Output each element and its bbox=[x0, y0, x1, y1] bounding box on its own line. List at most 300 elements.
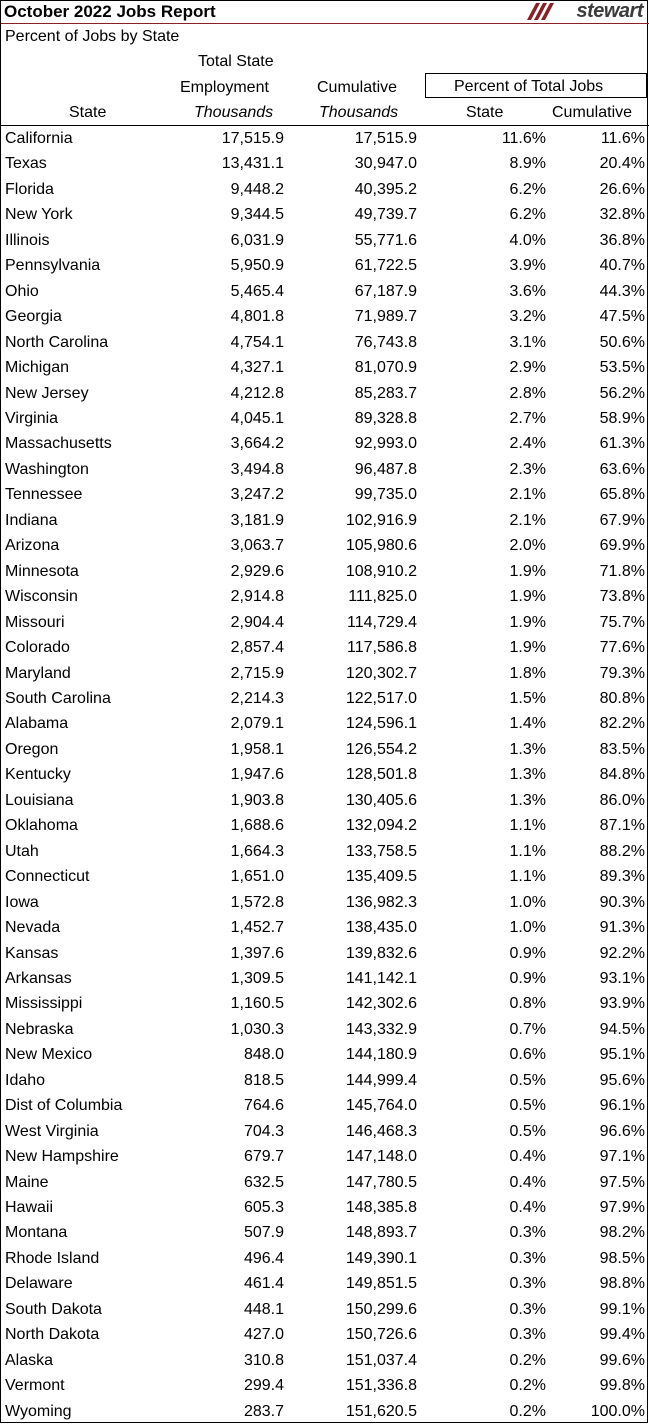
cumulative-value: 150,299.6 bbox=[345, 1300, 417, 1318]
table-row bbox=[1, 533, 649, 558]
state-name: Wisconsin bbox=[5, 588, 78, 606]
state-name: Louisiana bbox=[5, 791, 74, 809]
state-name: Illinois bbox=[5, 231, 50, 249]
percent-state-value: 2.3% bbox=[509, 460, 546, 478]
cumulative-value: 147,148.0 bbox=[345, 1148, 417, 1166]
employment-value: 764.6 bbox=[243, 1097, 284, 1115]
percent-state-value: 2.9% bbox=[509, 359, 546, 377]
percent-state-value: 0.2% bbox=[509, 1377, 546, 1395]
cumulative-value: 149,390.1 bbox=[345, 1249, 417, 1267]
table-row bbox=[1, 508, 649, 533]
employment-value: 2,857.4 bbox=[230, 639, 284, 657]
table-row bbox=[1, 711, 649, 736]
percent-state-value: 1.9% bbox=[509, 613, 546, 631]
report-subtitle: Percent of Jobs by State bbox=[5, 28, 180, 45]
percent-state-value: 1.5% bbox=[509, 689, 546, 707]
state-name: Pennsylvania bbox=[5, 257, 101, 275]
percent-state-value: 1.1% bbox=[509, 868, 546, 886]
cumulative-value: 71,989.7 bbox=[354, 308, 417, 326]
state-name: Massachusetts bbox=[5, 435, 112, 453]
state-name: Maryland bbox=[5, 664, 71, 682]
percent-cumulative-value: 26.6% bbox=[599, 180, 645, 198]
employment-value: 1,572.8 bbox=[230, 893, 284, 911]
table-row bbox=[1, 1195, 649, 1220]
state-name: Indiana bbox=[5, 511, 58, 529]
percent-cumulative-value: 20.4% bbox=[599, 155, 645, 173]
table-row bbox=[1, 1271, 649, 1296]
percent-state-header: State bbox=[466, 104, 504, 121]
percent-state-value: 6.2% bbox=[509, 180, 546, 198]
employment-value: 2,929.6 bbox=[230, 562, 284, 580]
cumulative-value: 99,735.0 bbox=[354, 486, 417, 504]
state-name: Kentucky bbox=[5, 766, 71, 784]
percent-state-value: 0.3% bbox=[509, 1275, 546, 1293]
employment-value: 848.0 bbox=[243, 1046, 284, 1064]
cumulative-value: 85,283.7 bbox=[354, 384, 417, 402]
table-row bbox=[1, 151, 649, 176]
cumulative-value: 67,187.9 bbox=[354, 282, 417, 300]
percent-state-value: 3.9% bbox=[509, 257, 546, 275]
cumulative-value: 128,501.8 bbox=[345, 766, 417, 784]
cumulative-value: 141,142.1 bbox=[345, 969, 417, 987]
employment-value: 4,801.8 bbox=[230, 308, 284, 326]
percent-cumulative-value: 86.0% bbox=[599, 791, 645, 809]
state-name: Virginia bbox=[5, 409, 59, 427]
percent-state-value: 2.4% bbox=[509, 435, 546, 453]
cumulative-value: 143,332.9 bbox=[345, 1020, 417, 1038]
cumulative-value: 117,586.8 bbox=[347, 639, 417, 657]
cumulative-value: 114,729.4 bbox=[347, 613, 417, 631]
percent-cumulative-value: 84.8% bbox=[599, 766, 645, 784]
table-row bbox=[1, 457, 649, 482]
cumulative-value: 81,070.9 bbox=[354, 359, 417, 377]
table-row bbox=[1, 482, 649, 507]
employment-value: 632.5 bbox=[243, 1173, 284, 1191]
state-name: North Carolina bbox=[5, 333, 109, 351]
table-row bbox=[1, 762, 649, 787]
table-row bbox=[1, 1144, 649, 1169]
cumulative-value: 111,825.0 bbox=[348, 588, 417, 606]
state-name: Georgia bbox=[5, 308, 62, 326]
percent-cumulative-value: 95.1% bbox=[599, 1046, 645, 1064]
percent-state-value: 1.3% bbox=[509, 791, 546, 809]
percent-state-value: 0.3% bbox=[509, 1300, 546, 1318]
percent-state-value: 0.4% bbox=[509, 1199, 546, 1217]
employment-value: 1,947.6 bbox=[230, 766, 284, 784]
table-row bbox=[1, 253, 649, 278]
employment-value: 1,309.5 bbox=[230, 969, 284, 987]
cumulative-value: 49,739.7 bbox=[354, 206, 417, 224]
state-name: Connecticut bbox=[5, 868, 90, 886]
percent-state-value: 0.5% bbox=[509, 1071, 546, 1089]
table-row bbox=[1, 1068, 649, 1093]
state-name: Hawaii bbox=[5, 1199, 54, 1217]
percent-state-value: 2.7% bbox=[509, 409, 546, 427]
state-name: Maine bbox=[5, 1173, 49, 1191]
percent-state-value: 3.6% bbox=[509, 282, 546, 300]
state-name: Alabama bbox=[5, 715, 69, 733]
percent-cumulative-value: 93.9% bbox=[599, 995, 645, 1013]
cumulative-value: 30,947.0 bbox=[354, 155, 417, 173]
percent-state-value: 2.1% bbox=[509, 486, 546, 504]
percent-cumulative-value: 77.6% bbox=[599, 639, 645, 657]
percent-cumulative-value: 99.1% bbox=[599, 1300, 645, 1318]
state-name: South Dakota bbox=[5, 1300, 102, 1318]
cumulative-value: 136,982.3 bbox=[345, 893, 417, 911]
percent-cumulative-value: 83.5% bbox=[599, 740, 645, 758]
cumulative-value: 146,468.3 bbox=[345, 1122, 417, 1140]
percent-cumulative-value: 94.5% bbox=[599, 1020, 645, 1038]
state-name: Arizona bbox=[5, 537, 60, 555]
table-row bbox=[1, 839, 649, 864]
percent-state-value: 1.3% bbox=[509, 766, 546, 784]
cumulative-value: 151,037.4 bbox=[345, 1351, 417, 1369]
employment-value: 3,181.9 bbox=[230, 511, 284, 529]
employment-value: 5,950.9 bbox=[230, 257, 284, 275]
cumulative-value: 149,851.5 bbox=[345, 1275, 417, 1293]
state-name: New York bbox=[5, 206, 73, 224]
table-row bbox=[1, 431, 649, 456]
percent-state-value: 1.3% bbox=[509, 740, 546, 758]
employment-value: 310.8 bbox=[243, 1351, 284, 1369]
cumulative-value: 122,517.0 bbox=[345, 689, 417, 707]
employment-value: 605.3 bbox=[243, 1199, 284, 1217]
table-row bbox=[1, 661, 649, 686]
employment-value: 4,212.8 bbox=[230, 384, 284, 402]
employment-unit-header: Thousands bbox=[194, 104, 274, 121]
state-name: New Hampshire bbox=[5, 1148, 119, 1166]
employment-value: 3,664.2 bbox=[230, 435, 284, 453]
state-name: Texas bbox=[5, 155, 47, 173]
percent-cumulative-value: 63.6% bbox=[599, 460, 645, 478]
employment-value: 9,344.5 bbox=[230, 206, 284, 224]
percent-cumulative-value: 92.2% bbox=[599, 944, 645, 962]
percent-cumulative-value: 89.3% bbox=[599, 868, 645, 886]
percent-cumulative-value: 47.5% bbox=[599, 308, 645, 326]
percent-state-value: 0.2% bbox=[509, 1402, 546, 1420]
table-row bbox=[1, 813, 649, 838]
percent-cumulative-value: 71.8% bbox=[599, 562, 645, 580]
table-row bbox=[1, 1220, 649, 1245]
cumulative-value: 96,487.8 bbox=[354, 460, 417, 478]
table-row bbox=[1, 279, 649, 304]
state-name: Nevada bbox=[5, 919, 61, 937]
percent-cumulative-value: 82.2% bbox=[599, 715, 645, 733]
state-name: Delaware bbox=[5, 1275, 73, 1293]
employment-value: 5,465.4 bbox=[230, 282, 284, 300]
table-row bbox=[1, 966, 649, 991]
table-row bbox=[1, 406, 649, 431]
cumulative-value: 148,385.8 bbox=[345, 1199, 417, 1217]
percent-cumulative-value: 90.3% bbox=[599, 893, 645, 911]
employment-value: 13,431.1 bbox=[221, 155, 284, 173]
percent-state-value: 0.3% bbox=[509, 1249, 546, 1267]
state-name: Tennessee bbox=[5, 486, 83, 504]
percent-state-value: 1.9% bbox=[509, 639, 546, 657]
percent-cumulative-value: 58.9% bbox=[599, 409, 645, 427]
percent-cumulative-value: 67.9% bbox=[599, 511, 645, 529]
percent-cumulative-value: 93.1% bbox=[599, 969, 645, 987]
cumulative-value: 144,180.9 bbox=[345, 1046, 417, 1064]
table-row bbox=[1, 737, 649, 762]
cumulative-value: 142,302.6 bbox=[345, 995, 417, 1013]
cumulative-value: 89,328.8 bbox=[354, 409, 417, 427]
state-name: Minnesota bbox=[5, 562, 79, 580]
state-name: Arkansas bbox=[5, 969, 72, 987]
employment-value: 818.5 bbox=[243, 1071, 284, 1089]
percent-cumulative-value: 79.3% bbox=[599, 664, 645, 682]
employment-value: 1,030.3 bbox=[230, 1020, 284, 1038]
employment-value: 496.4 bbox=[243, 1249, 284, 1267]
table-row bbox=[1, 1373, 649, 1398]
percent-cumulative-value: 96.1% bbox=[599, 1097, 645, 1115]
employment-header-line2: Employment bbox=[180, 79, 269, 96]
state-name: West Virginia bbox=[5, 1122, 99, 1140]
table-row bbox=[1, 126, 649, 151]
table-row bbox=[1, 1246, 649, 1271]
percent-cumulative-value: 91.3% bbox=[599, 919, 645, 937]
state-name: Idaho bbox=[5, 1071, 46, 1089]
percent-cumulative-value: 40.7% bbox=[599, 257, 645, 275]
percent-state-value: 1.4% bbox=[509, 715, 546, 733]
employment-value: 448.1 bbox=[243, 1300, 284, 1318]
state-name: South Carolina bbox=[5, 689, 111, 707]
state-name: Missouri bbox=[5, 613, 65, 631]
state-column-header: State bbox=[69, 104, 107, 121]
cumulative-value: 55,771.6 bbox=[354, 231, 417, 249]
percent-cumulative-value: 87.1% bbox=[599, 817, 645, 835]
percent-state-value: 6.2% bbox=[509, 206, 546, 224]
percent-state-value: 1.0% bbox=[509, 893, 546, 911]
table-row bbox=[1, 1093, 649, 1118]
cumulative-value: 61,722.5 bbox=[354, 257, 417, 275]
employment-value: 4,327.1 bbox=[230, 359, 284, 377]
table-row bbox=[1, 1297, 649, 1322]
percent-cumulative-value: 69.9% bbox=[599, 537, 645, 555]
employment-value: 2,214.3 bbox=[230, 689, 284, 707]
table-row bbox=[1, 330, 649, 355]
employment-value: 283.7 bbox=[243, 1402, 284, 1420]
cumulative-value: 124,596.1 bbox=[345, 715, 417, 733]
cumulative-value: 145,764.0 bbox=[345, 1097, 417, 1115]
state-name: Nebraska bbox=[5, 1020, 74, 1038]
percent-cumulative-value: 98.5% bbox=[599, 1249, 645, 1267]
percent-state-value: 0.3% bbox=[509, 1224, 546, 1242]
cumulative-value: 151,620.5 bbox=[345, 1402, 417, 1420]
state-name: Kansas bbox=[5, 944, 59, 962]
cumulative-value: 147,780.5 bbox=[345, 1173, 417, 1191]
percent-cumulative-value: 56.2% bbox=[599, 384, 645, 402]
percent-state-value: 2.1% bbox=[509, 511, 546, 529]
employment-value: 6,031.9 bbox=[230, 231, 284, 249]
cumulative-value: 105,980.6 bbox=[345, 537, 417, 555]
employment-value: 17,515.9 bbox=[221, 130, 284, 147]
employment-value: 2,715.9 bbox=[230, 664, 284, 682]
cumulative-unit-header: Thousands bbox=[319, 104, 399, 121]
state-name: Oklahoma bbox=[5, 817, 78, 835]
percent-cumulative-value: 88.2% bbox=[599, 842, 645, 860]
table-row bbox=[1, 941, 649, 966]
table-row bbox=[1, 1322, 649, 1347]
cumulative-value: 130,405.6 bbox=[345, 791, 417, 809]
percent-cumulative-value: 73.8% bbox=[599, 588, 645, 606]
state-name: Mississippi bbox=[5, 995, 83, 1013]
percent-state-value: 8.9% bbox=[509, 155, 546, 173]
percent-state-value: 0.5% bbox=[509, 1122, 546, 1140]
employment-value: 1,651.0 bbox=[230, 868, 284, 886]
percent-cumulative-value: 53.5% bbox=[599, 359, 645, 377]
percent-state-value: 11.6% bbox=[501, 130, 546, 147]
report-title: October 2022 Jobs Report bbox=[4, 2, 216, 21]
table-row bbox=[1, 355, 649, 380]
percent-cumulative-value: 32.8% bbox=[599, 206, 645, 224]
state-name: Ohio bbox=[5, 282, 39, 300]
state-name: New Mexico bbox=[5, 1046, 93, 1064]
state-name: Montana bbox=[5, 1224, 68, 1242]
title-bar bbox=[1, 1, 649, 24]
percent-cumulative-value: 97.5% bbox=[599, 1173, 645, 1191]
percent-state-value: 3.2% bbox=[509, 308, 546, 326]
employment-value: 4,754.1 bbox=[230, 333, 284, 351]
percent-cumulative-header: Cumulative bbox=[552, 104, 633, 121]
percent-state-value: 0.6% bbox=[509, 1046, 546, 1064]
percent-state-value: 1.1% bbox=[509, 817, 546, 835]
table-row bbox=[1, 1119, 649, 1144]
state-name: Colorado bbox=[5, 639, 70, 657]
percent-state-value: 2.8% bbox=[509, 384, 546, 402]
percent-group-header: Percent of Total Jobs bbox=[454, 78, 604, 95]
percent-state-value: 0.4% bbox=[509, 1148, 546, 1166]
table-row bbox=[1, 635, 649, 660]
table-row bbox=[1, 304, 649, 329]
state-name: Wyoming bbox=[5, 1402, 72, 1420]
table-row bbox=[1, 1042, 649, 1067]
employment-value: 3,494.8 bbox=[230, 460, 284, 478]
percent-state-value: 0.8% bbox=[509, 995, 546, 1013]
table-row bbox=[1, 559, 649, 584]
cumulative-value: 108,910.2 bbox=[345, 562, 417, 580]
employment-value: 9,448.2 bbox=[230, 180, 284, 198]
table-row bbox=[1, 584, 649, 609]
state-name: North Dakota bbox=[5, 1326, 100, 1344]
state-name: Rhode Island bbox=[5, 1249, 100, 1267]
percent-state-value: 2.0% bbox=[509, 537, 546, 555]
employment-value: 3,247.2 bbox=[230, 486, 284, 504]
percent-cumulative-value: 97.1% bbox=[599, 1148, 645, 1166]
employment-value: 461.4 bbox=[243, 1275, 284, 1293]
state-name: Florida bbox=[5, 180, 54, 198]
percent-cumulative-value: 80.8% bbox=[599, 689, 645, 707]
table-row bbox=[1, 788, 649, 813]
table-row bbox=[1, 1017, 649, 1042]
table-row bbox=[1, 686, 649, 711]
table-row bbox=[1, 864, 649, 889]
cumulative-value: 144,999.4 bbox=[345, 1071, 417, 1089]
employment-value: 1,688.6 bbox=[230, 817, 284, 835]
cumulative-value: 138,435.0 bbox=[345, 919, 417, 937]
table-row bbox=[1, 1348, 649, 1373]
percent-cumulative-value: 98.2% bbox=[599, 1224, 645, 1242]
employment-value: 1,958.1 bbox=[230, 740, 284, 758]
cumulative-header: Cumulative bbox=[317, 79, 398, 96]
percent-cumulative-value: 99.8% bbox=[599, 1377, 645, 1395]
employment-value: 427.0 bbox=[243, 1326, 284, 1344]
cumulative-value: 151,336.8 bbox=[345, 1377, 417, 1395]
employment-value: 1,664.3 bbox=[230, 842, 284, 860]
cumulative-value: 139,832.6 bbox=[345, 944, 417, 962]
table-row bbox=[1, 610, 649, 635]
state-name: New Jersey bbox=[5, 384, 89, 402]
employment-value: 1,397.6 bbox=[230, 944, 284, 962]
percent-state-value: 3.1% bbox=[509, 333, 546, 351]
percent-cumulative-value: 65.8% bbox=[599, 486, 645, 504]
percent-cumulative-value: 11.6% bbox=[600, 130, 645, 147]
percent-state-value: 4.0% bbox=[509, 231, 546, 249]
percent-state-value: 0.9% bbox=[509, 969, 546, 987]
stewart-logo-text: stewart bbox=[576, 0, 643, 22]
state-name: Washington bbox=[5, 460, 89, 478]
percent-cumulative-value: 50.6% bbox=[599, 333, 645, 351]
cumulative-value: 17,515.9 bbox=[354, 130, 417, 147]
employment-value: 2,904.4 bbox=[230, 613, 284, 631]
percent-state-value: 1.9% bbox=[509, 562, 546, 580]
stewart-logo-mark-icon bbox=[527, 3, 557, 20]
percent-cumulative-value: 97.9% bbox=[599, 1199, 645, 1217]
employment-value: 2,914.8 bbox=[230, 588, 284, 606]
employment-value: 1,452.7 bbox=[230, 919, 284, 937]
percent-cumulative-value: 99.4% bbox=[599, 1326, 645, 1344]
percent-state-value: 0.9% bbox=[509, 944, 546, 962]
cumulative-value: 102,916.9 bbox=[345, 511, 417, 529]
state-name: Michigan bbox=[5, 359, 70, 377]
percent-cumulative-value: 100.0% bbox=[590, 1402, 645, 1420]
employment-value: 299.4 bbox=[243, 1377, 284, 1395]
percent-cumulative-value: 98.8% bbox=[599, 1275, 645, 1293]
percent-cumulative-value: 44.3% bbox=[599, 282, 645, 300]
employment-value: 679.7 bbox=[243, 1148, 284, 1166]
table-row bbox=[1, 991, 649, 1016]
table-row bbox=[1, 228, 649, 253]
table-row bbox=[1, 915, 649, 940]
percent-state-value: 1.8% bbox=[509, 664, 546, 682]
cumulative-value: 148,893.7 bbox=[345, 1224, 417, 1242]
cumulative-value: 132,094.2 bbox=[345, 817, 417, 835]
employment-value: 704.3 bbox=[243, 1122, 284, 1140]
table-row bbox=[1, 1170, 649, 1195]
state-name: Oregon bbox=[5, 740, 59, 758]
employment-value: 2,079.1 bbox=[230, 715, 284, 733]
employment-value: 1,160.5 bbox=[230, 995, 284, 1013]
percent-state-value: 1.1% bbox=[509, 842, 546, 860]
cumulative-value: 120,302.7 bbox=[345, 664, 417, 682]
state-name: Vermont bbox=[5, 1377, 65, 1395]
percent-cumulative-value: 96.6% bbox=[599, 1122, 645, 1140]
percent-cumulative-value: 61.3% bbox=[599, 435, 645, 453]
table-row bbox=[1, 202, 649, 227]
employment-value: 1,903.8 bbox=[230, 791, 284, 809]
percent-state-value: 1.9% bbox=[509, 588, 546, 606]
percent-cumulative-value: 75.7% bbox=[599, 613, 645, 631]
percent-state-value: 0.7% bbox=[509, 1020, 546, 1038]
table-row bbox=[1, 890, 649, 915]
percent-state-value: 0.5% bbox=[509, 1097, 546, 1115]
cumulative-value: 126,554.2 bbox=[345, 740, 417, 758]
cumulative-value: 92,993.0 bbox=[354, 435, 417, 453]
state-table-body bbox=[1, 126, 649, 1424]
employment-value: 3,063.7 bbox=[230, 537, 284, 555]
cumulative-value: 135,409.5 bbox=[345, 868, 417, 886]
table-row bbox=[1, 1399, 649, 1424]
